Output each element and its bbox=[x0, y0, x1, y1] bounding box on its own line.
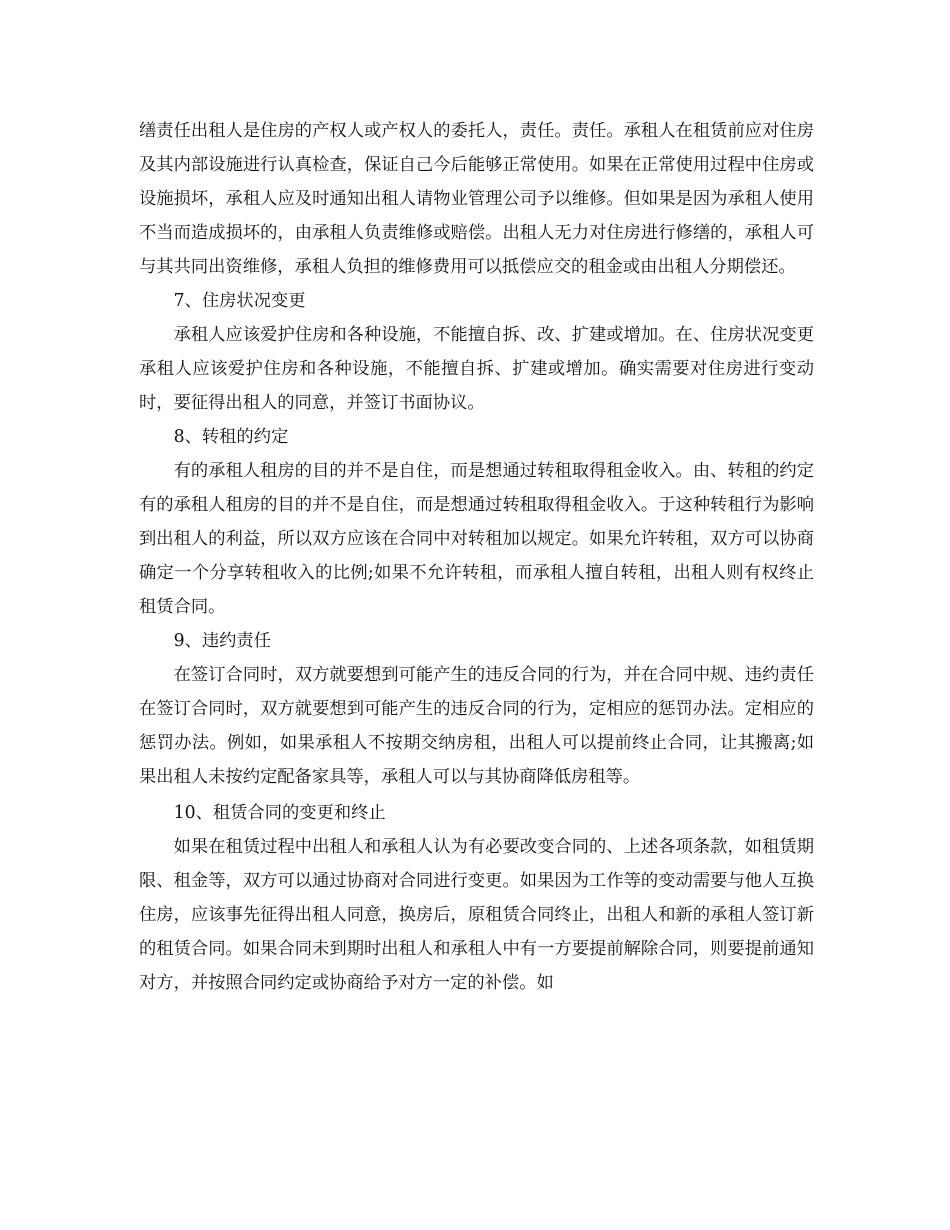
document-page bbox=[139, 114, 814, 1000]
section-heading-9: 9、违约责任 bbox=[173, 631, 271, 651]
section-heading-10: 10、租赁合同的变更和终止 bbox=[173, 803, 386, 823]
paragraph-housing-change: 承租人应该爱护住房和各种设施，不能擅自拆、改、扩建或增加。在、住房状况变更承租人应该爱护住房和各种设施，不能擅自拆、扩建或增加。确实需要对住房进行变动时，要征得出租人的同意，并签订书面协议。 bbox=[139, 325, 814, 413]
section-heading-8: 8、转租的约定 bbox=[173, 427, 289, 447]
paragraph-repair-responsibility: 缮责任出租人是住房的产权人或产权人的委托人，责任。责任。承租人在租赁前应对住房及其内部设施进行认真检查，保证自己今后能够正常使用。如果在正常使用过程中住房或设施损坏，承租人应及时通知出租人请物业管理公司予以维修。但如果是因为承租人使用不当而造成损坏的，由承租人负责维修或赔偿。出租人无力对住房进行修缮的，承租人可与其共同出资维修，承租人负担的维修费用可以抵偿应交的租金或由出租人分期偿还。 bbox=[139, 121, 814, 277]
section-heading-7: 7、住房状况变更 bbox=[173, 291, 306, 311]
paragraph-sublet: 有的承租人租房的目的并不是自住，而是想通过转租取得租金收入。由、转租的约定有的承租人租房的目的并不是自住，而是想通过转租取得租金收入。于这种转租行为影响到出租人的利益，所以双方应该在合同中对转租加以规定。如果允许转租，双方可以协商确定一个分享转租收入的比例;如果不允许转租，而承租人擅自转租，出租人则有权终止租赁合同。 bbox=[139, 461, 814, 617]
paragraph-contract-change-termination: 如果在租赁过程中出租人和承租人认为有必要改变合同的、上述各项条款，如租赁期限、租金等，双方可以通过协商对合同进行变更。如果因为工作等的变动需要与他人互换住房，应该事先征得出租人同意，换房后，原租赁合同终止，出租人和新的承租人签订新的租赁合同。如果合同未到期时出租人和承租人中有一方要提前解除合同，则要提前通知对方，并按照合同约定或协商给予对方一定的补偿。如 bbox=[139, 837, 814, 993]
paragraph-breach-liability: 在签订合同时，双方就要想到可能产生的违反合同的行为，并在合同中规、违约责任在签订合同时，双方就要想到可能产生的违反合同的行为，定相应的惩罚办法。定相应的惩罚办法。例如，如果承租人不按期交纳房租，出租人可以提前终止合同，让其搬离;如果出租人未按约定配备家具等，承租人可以与其协商降低房租等。 bbox=[139, 665, 814, 787]
